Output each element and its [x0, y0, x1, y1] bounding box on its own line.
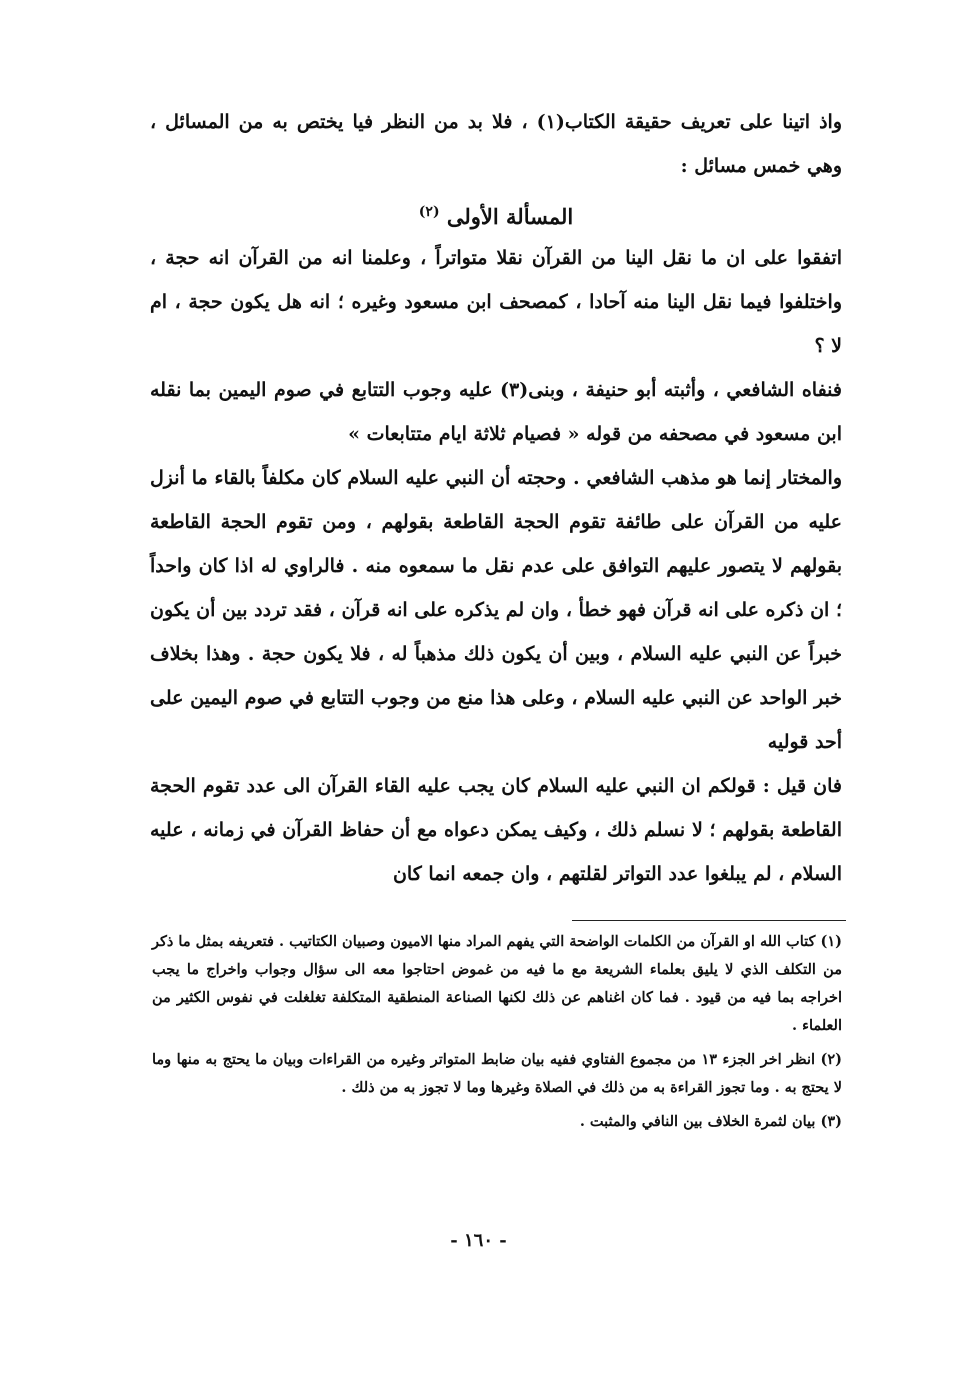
footnotes — [152, 928, 842, 1142]
section-heading — [150, 188, 842, 236]
footnote-divider — [572, 920, 846, 921]
paragraph-4: فان قيل : قولكم ان النبي عليه السلام كان يجب عليه القاء القرآن الى عدد تقوم الحجة القاطعة بقولهم ؛ لا نسلم ذلك ، وكيف يمكن دعواه مع أن حفاظ القرآن في زمانه ، عليه السلام ، لم يبلغوا عدد التواتر لقلتهم ، وان جمعه انما كان — [150, 775, 842, 885]
page-number: - ١٦٠ - — [450, 1230, 507, 1251]
footnote-3: (٣) بيان لثمرة الخلاف بين النافي والمثبت . — [579, 1113, 842, 1130]
paragraph-3: والمختار إنما هو مذهب الشافعي . وحجته أن النبي عليه السلام كان مكلفاً بالقاء ما أنزل عليه من القرآن على طائفة تقوم الحجة القاطعة بقولهم ، ومن تقوم الحجة القاطعة بقولهم لا يتصور عليهم التوافق على عدم نقل ما سمعوه منه . فالراوي له اذا كان واحداً ؛ ان ذكره على انه قرآن فهو خطأ ، وان لم يذكره على انه قرآن ، فقد تردد بين أن يكون خبراً عن النبي عليه السلام ، وبين أن يكون ذلك مذهباً له ، فلا يكون حجة . وهذا بخلاف خبر الواحد عن النبي عليه السلام ، وعلى هذا منع من وجوب التتابع في صوم اليمين على أحد قوليه — [150, 467, 842, 753]
section-heading-text: المسألة الأولى — [446, 204, 574, 229]
intro-paragraph: واذ اتينا على تعريف حقيقة الكتاب(١) ، فلا بد من النظر فيا يختص به من المسائل ، وهي خمس مسائل : — [150, 111, 842, 177]
footnote-2: (٢) انظر اخر الجزء ١٣ من مجموع الفتاوي ففيه بيان ضابط المتواتر وغيره من القراءات وبيان ما يحتج به منها وما لا يحتج به . وما تجوز القراءة به من ذلك في الصلاة وغيرها وما لا تجوز به من ذلك . — [152, 1051, 842, 1096]
main-text — [150, 100, 842, 896]
paragraph-2: فنفاه الشافعي ، وأثبته أبو حنيفة ، وبنى(٣) عليه وجوب التتابع في صوم اليمين بما نقله ابن مسعود في مصحفه من قوله « فصيام ثلاثة ايام متتابعات » — [150, 379, 842, 445]
footnote-1: (١) كتاب الله او القرآن من الكلمات الواضحة التي يفهم المراد منها الاميون وصبيان الكتاتيب . فتعريفه بمثل ما ذكر من التكلف الذي لا يليق بعلماء الشريعة مع ما فيه من غموض احتاجوا معه الى سؤال وجواب واخراج ما يجب اخراجه بما فيه من قيود . فما كان اغناهم عن ذلك لكنها الصناعة المنطقية المتكلفة تغلغلت في نفوس الكثير من العلماء . — [152, 933, 842, 1034]
paragraph-1: اتفقوا على ان ما نقل الينا من القرآن نقلا متواتراً ، وعلمنا انه من القرآن انه حجة ، واختلفوا فيما نقل الينا منه آحادا ، كمصحف ابن مسعود وغيره ؛ انه هل يكون حجة ، ام لا ؟ — [150, 247, 842, 357]
section-heading-footnote-ref: (٢) — [418, 204, 440, 220]
